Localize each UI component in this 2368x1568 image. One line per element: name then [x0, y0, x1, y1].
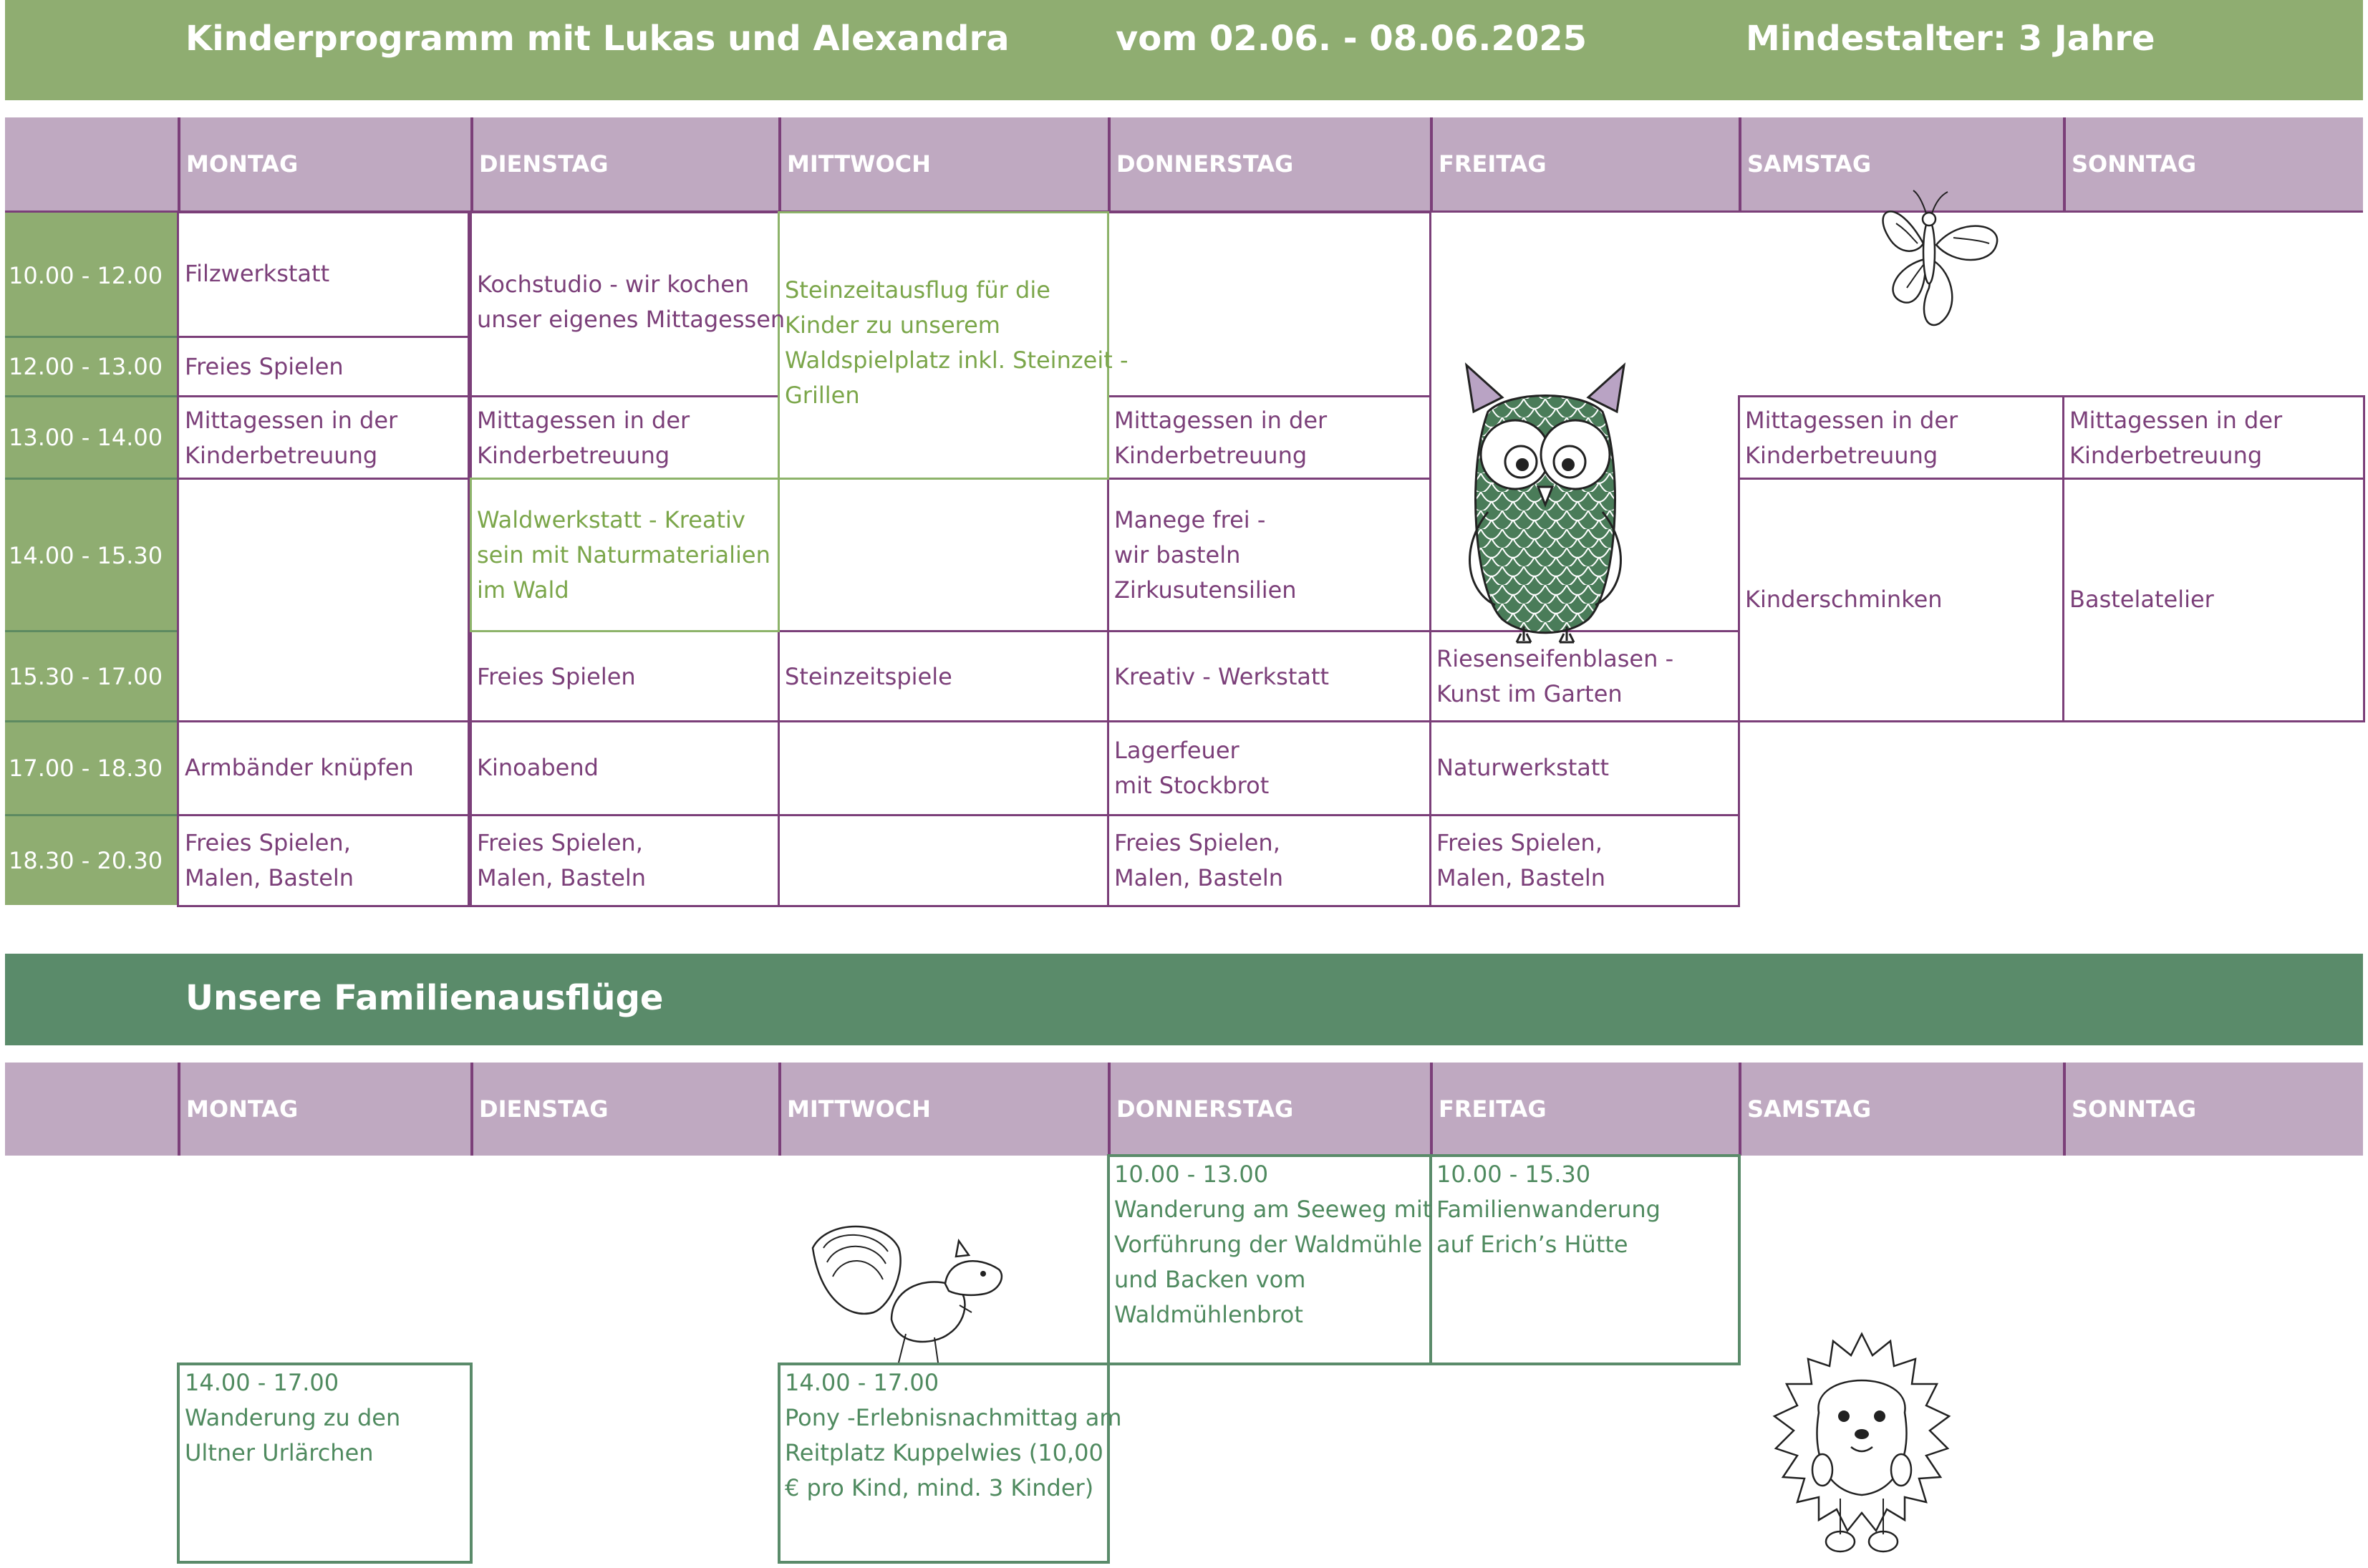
- day-header-sunday: SONNTAG: [2063, 117, 2363, 210]
- activity-text: Lagerfeuer mit Stockbrot: [1114, 737, 1270, 799]
- activity-text: Freies Spielen: [185, 353, 344, 380]
- owl-icon: [1459, 362, 1631, 644]
- activity-text: Kochstudio - wir kochen unser eigenes Mittagessen: [477, 271, 786, 333]
- activity-text: Mittagessen in der Kinderbetreuung: [1745, 407, 1958, 469]
- activity-text: Mittagessen in der Kinderbetreuung: [1114, 407, 1328, 469]
- family-wed-text: 14.00 - 17.00 Pony -Erlebnisnachmittag am Reitplatz Kuppelwies (10,00 € pro Kind, mind. 3 Kinder): [785, 1369, 1122, 1501]
- day-header-thursday: DONNERSTAG: [1108, 117, 1430, 210]
- activity-text: Mittagessen in der Kinderbetreuung: [2069, 407, 2283, 469]
- fri-left-border: [1429, 211, 1431, 634]
- activity-text: Steinzeitausflug für die Kinder zu unserem Waldspielplatz inkl. Steinzeit - Grillen: [785, 276, 1129, 409]
- time-slot: 17.00 - 18.30: [5, 722, 178, 814]
- activity-text: Freies Spielen, Malen, Basteln: [185, 829, 354, 891]
- cell-wed-evening-empty: [778, 720, 1109, 816]
- time-slot: 10.00 - 12.00: [5, 213, 178, 338]
- activity-text: Kinoabend: [477, 754, 599, 781]
- family-day-header-friday: FREITAG: [1430, 1063, 1739, 1156]
- time-slot: 14.00 - 15.30: [5, 480, 178, 631]
- family-mon-text: 14.00 - 17.00 Wanderung zu den Ultner Urlärchen: [185, 1369, 401, 1466]
- cell-wed-night-empty: [778, 814, 1109, 907]
- kids-day-header-row: [5, 117, 2363, 210]
- activity-text: Steinzeitspiele: [785, 663, 952, 690]
- activity-text: Freies Spielen: [477, 663, 636, 690]
- activity-text: Freies Spielen, Malen, Basteln: [1114, 829, 1284, 891]
- min-age: Mindestalter: 3 Jahre: [1746, 19, 2155, 59]
- family-section-bar: [5, 954, 2363, 1045]
- time-slot: 13.00 - 14.00: [5, 397, 178, 478]
- program-title: Kinderprogramm mit Lukas und Alexandra: [185, 19, 1010, 59]
- family-day-header-thursday: DONNERSTAG: [1108, 1063, 1430, 1156]
- cell-wed-divider: [778, 630, 1109, 632]
- program-dates: vom 02.06. - 08.06.2025: [1116, 19, 1587, 59]
- day-header-wednesday: MITTWOCH: [778, 117, 1108, 210]
- activity-text: Riesenseifenblasen - Kunst im Garten: [1436, 645, 1674, 707]
- family-day-header-monday: MONTAG: [178, 1063, 470, 1156]
- activity-text: Mittagessen in der Kinderbetreuung: [477, 407, 690, 469]
- butterfly-icon: [1867, 188, 2004, 338]
- day-header-monday: MONTAG: [178, 117, 470, 210]
- header-bar: [5, 0, 2363, 100]
- time-slot: 15.30 - 17.00: [5, 632, 178, 721]
- activity-text: Bastelatelier: [2069, 586, 2214, 613]
- family-day-header-tuesday: DIENSTAG: [470, 1063, 778, 1156]
- activity-text: Mittagessen in der Kinderbetreuung: [185, 407, 398, 469]
- family-day-header-saturday: SAMSTAG: [1739, 1063, 2063, 1156]
- day-header-friday: FREITAG: [1430, 117, 1739, 210]
- activity-text: Freies Spielen, Malen, Basteln: [1436, 829, 1606, 891]
- time-slot: 12.00 - 13.00: [5, 338, 178, 395]
- family-day-header-sunday: SONNTAG: [2063, 1063, 2363, 1156]
- time-slot: 18.30 - 20.30: [5, 816, 178, 905]
- cell-mon-afternoon-empty: [177, 478, 470, 722]
- cell-thu-morning-empty: [1107, 211, 1431, 397]
- family-thu-text: 10.00 - 13.00 Wanderung am Seeweg mit Vorführung der Waldmühle und Backen vom Waldmühlenbrot: [1114, 1161, 1432, 1328]
- family-day-header-row: [5, 1063, 2363, 1156]
- squirrel-icon: [806, 1219, 1010, 1368]
- family-day-header-wednesday: MITTWOCH: [778, 1063, 1108, 1156]
- day-header-saturday: SAMSTAG: [1739, 117, 2063, 210]
- activity-text: Naturwerkstatt: [1436, 754, 1609, 781]
- day-header-tuesday: DIENSTAG: [470, 117, 778, 210]
- hedgehog-icon: [1769, 1327, 1955, 1563]
- activity-text: Waldwerkstatt - Kreativ sein mit Naturmaterialien im Wald: [477, 506, 770, 604]
- activity-text: Kreativ - Werkstatt: [1114, 663, 1330, 690]
- activity-text: Manege frei - wir basteln Zirkusutensilien: [1114, 506, 1297, 604]
- activity-text: Armbänder knüpfen: [185, 754, 414, 781]
- family-section-title: Unsere Familienausflüge: [185, 978, 664, 1018]
- family-fri-text: 10.00 - 15.30 Familienwanderung auf Erich’s Hütte: [1436, 1161, 1661, 1258]
- activity-text: Filzwerkstatt: [185, 260, 330, 287]
- activity-text: Kinderschminken: [1745, 586, 1943, 613]
- activity-text: Freies Spielen, Malen, Basteln: [477, 829, 647, 891]
